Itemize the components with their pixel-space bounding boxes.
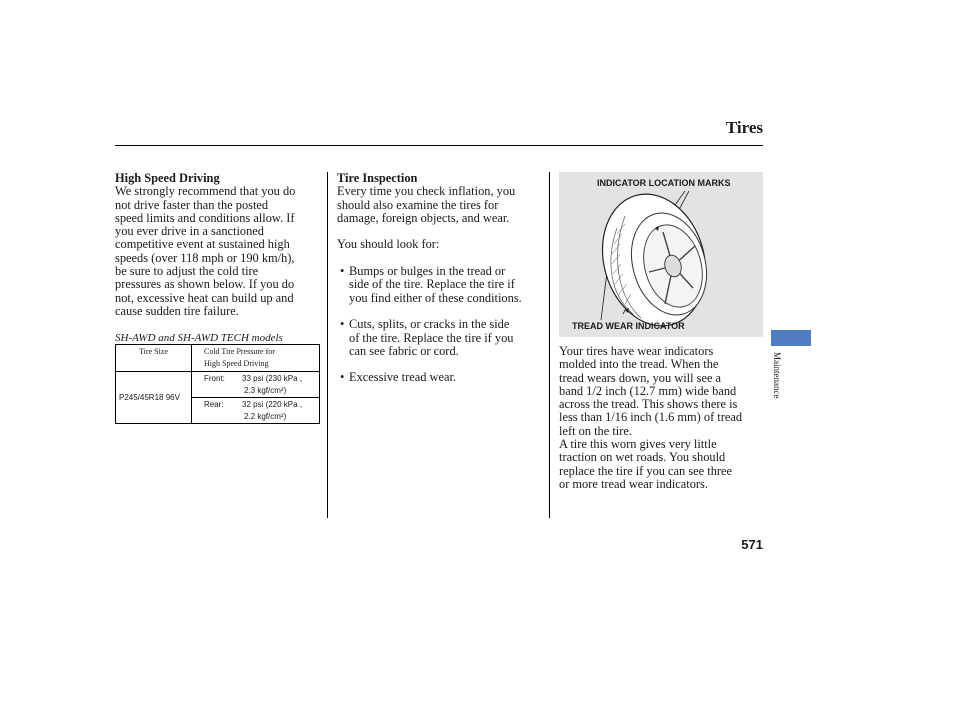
high-speed-line: cause sudden tire failure. [115,303,239,318]
bullet-dot: • [340,317,345,332]
tire-illustration [559,172,763,337]
wear-line: band 1/2 inch (12.7 mm) wide band [559,383,737,398]
high-speed-section [115,172,321,318]
high-speed-line: not, excessive heat can build up and [115,290,294,305]
wear-line: Your tires have wear indicators [559,344,714,358]
wear-line: molded into the tread. When the [559,357,719,372]
models-label: SH-AWD and SH-AWD TECH models [115,332,283,344]
high-speed-line: speeds (over 118 mph or 190 km/h), [115,250,295,265]
high-speed-line: not drive faster than the posted [115,197,269,212]
wear-section [559,345,769,491]
page-title: Tires [725,118,763,137]
wear-line: across the tread. This shows there is [559,397,738,412]
inspection-line: damage, foreign objects, and wear. [337,210,510,225]
bullet-dot: • [340,264,345,279]
wear-line: A tire this worn gives very little [559,437,717,452]
high-speed-line: We strongly recommend that you do [115,184,296,199]
high-speed-line: speed limits and conditions allow. If [115,210,295,225]
high-speed-line: you ever drive in a sanctioned [115,224,264,239]
wear-line: traction on wet roads. You should [559,450,726,465]
section-tab [771,330,811,346]
inspection-line: should also examine the tires for [337,197,499,212]
wear-line: replace the tire if you can see three [559,463,733,478]
column-divider-2 [549,172,550,518]
bullet-dot: • [340,370,345,385]
inspection-section [337,172,545,385]
pressure-table [115,344,320,424]
high-speed-line: competitive event at sustained high [115,237,290,252]
wear-line: tread wears down, you will see a [559,370,722,385]
bullet-item: • Bumps or bulges in the tread or side of the tire. Replace the tire if you find either of these conditions. [340,264,522,305]
inspection-heading: Tire Inspection [337,171,418,185]
bullet-item: • Excessive tread wear. [340,370,456,385]
tire-drawing [559,172,763,337]
look-for-label: You should look for: [337,237,440,252]
tire-size-header: Tire Size [116,345,192,372]
wear-line: or more tread wear indicators. [559,476,708,491]
inspection-line: Every time you check inflation, you [337,184,516,199]
rear-pressure-cell: Rear: 32 psi (220 kPa , 2.2 kgf/cm²) [192,398,320,424]
header-rule [115,145,763,146]
bullet-item: • Cuts, splits, or cracks in the side of the tire. Replace the tire if you can see fabric or cord. [340,317,514,358]
pressure-header: Cold Tire Pressure for High Speed Driving [192,345,320,372]
tire-size-cell: P245/45R18 96V [116,372,192,424]
page-number: 571 [741,537,763,552]
column-divider-1 [327,172,328,518]
wear-line: less than 1/16 inch (1.6 mm) of tread [559,410,743,425]
tread-wear-indicator-label: TREAD WEAR INDICATOR [572,321,685,331]
section-tab-label: Maintenance [772,352,782,399]
high-speed-heading: High Speed Driving [115,171,220,185]
high-speed-line: be sure to adjust the cold tire [115,264,259,279]
wear-line: left on the tire. [559,423,632,438]
indicator-location-label: INDICATOR LOCATION MARKS [597,178,731,188]
high-speed-line: pressures as shown below. If you do [115,277,295,292]
front-pressure-cell: Front: 33 psi (230 kPa , 2.3 kgf/cm²) [192,372,320,398]
